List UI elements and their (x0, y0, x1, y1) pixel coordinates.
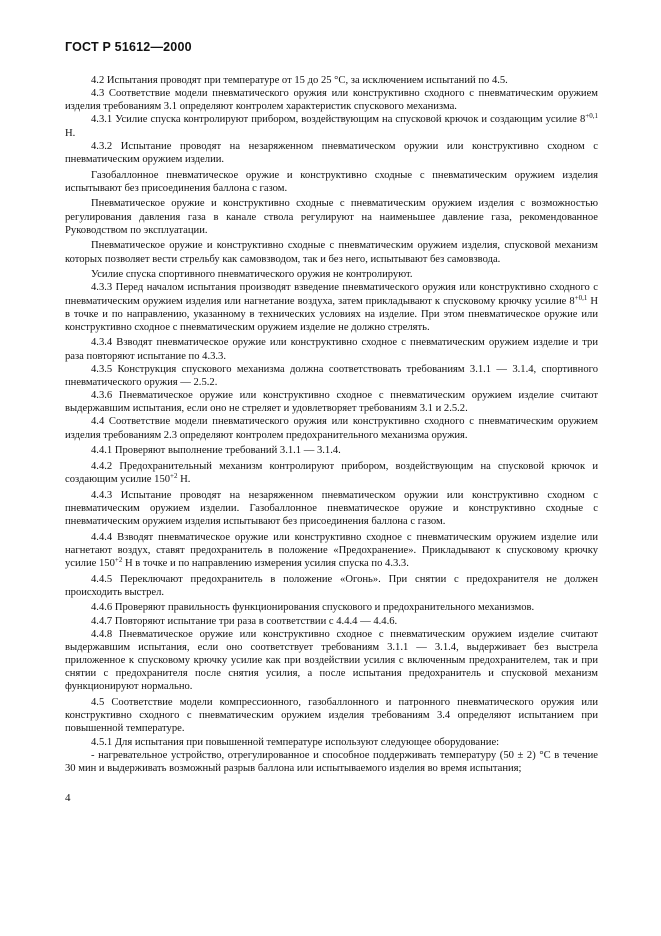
paragraph: 4.4.2 Предохранительный механизм контролируют прибором, воздействующим на спусковой крючок и создающим усилие $150^{+2}$ Н. (65, 460, 598, 486)
paragraph: 4.4.4 Взводят пневматическое оружие или конструктивно сходное с пневматическим оружием изделие или нагнетают воздух, ставят предохранитель в положение «Предохранение». Прикладывают к спусковому крючку усилие $150^{+2}$ Н в точке и по направлению измерения усилия спуска по 4.3.3. (65, 531, 598, 569)
paragraph: 4.3.2 Испытание проводят на незаряженном пневматическом оружии или конструктивно сходном с пневматическим оружием изделии. (65, 140, 598, 165)
paragraph: - нагревательное устройство, отрегулированное и способное поддерживать температуру (50 ± 2) °С в течение 30 мин и выдерживать возможный разрыв баллона или испытываемого изделия во время испытания; (65, 749, 598, 774)
paragraph: Усилие спуска спортивного пневматического оружия не контролируют. (91, 269, 413, 281)
document-body (65, 74, 598, 775)
paragraph: 4.4.7 Повторяют испытание три раза в соответствии с 4.4.4 — 4.4.6. (91, 615, 398, 627)
paragraph: Газобаллонное пневматическое оружие и конструктивно сходные с пневматическим оружием изделия испытывают без присоединения баллона с газом. (65, 169, 598, 194)
paragraph: 4.3.3 Перед началом испытания производят взведение пневматического оружия или конструктивно сходного с пневматическим оружием изделия или нагнетание воздуха, затем прикладывают к спусковому крючку усилие $8^{+0,1}$ Н в точке и по направлению, указанному в технических условиях на изделие. При этом пневматическое оружие или конструктивно сходное с пневматическим оружием изделие не должно стрелять. (65, 282, 598, 333)
paragraph: 4.4.5 Переключают предохранитель в положение «Огонь». При снятии с предохранителя не должен происходить выстрел. (65, 573, 598, 598)
paragraph: 4.3.6 Пневматическое оружие или конструктивно сходное с пневматическим оружием изделие считают выдержавшим испытания, если оно не стреляет и удовлетворяет требованиям 3.1 и 2.5.2. (65, 390, 598, 415)
paragraph: 4.2 Испытания проводят при температуре от 15 до 25 °С, за исключением испытаний по 4.5. (91, 75, 508, 86)
paragraph: 4.4.3 Испытание проводят на незаряженном пневматическом оружии или конструктивно сходном с пневматическим оружием изделии. Газобаллонное пневматическое оружие и конструктивно сходные с пневматическим оружием изделия испытывают без присоединения баллона с газом. (65, 489, 598, 527)
document-header: ГОСТ Р 51612—2000 (65, 40, 192, 54)
paragraph: 4.3.4 Взводят пневматическое оружие или конструктивно сходное с пневматическим оружием изделие и три раза повторяют испытание по 4.3.3. (65, 337, 598, 362)
paragraph: 4.3 Соответствие модели пневматического оружия или конструктивно сходного с пневматическим оружием изделия требованиям 3.1 определяют контролем характеристик спускового механизма. (65, 88, 598, 113)
superscript: +0,1 (574, 293, 588, 302)
paragraph: 4.4.6 Проверяют правильность функционирования спускового и предохранительного механизмов. (91, 602, 535, 614)
paragraph: 4.5.1 Для испытания при повышенной температуре используют следующее оборудование: (91, 736, 500, 748)
superscript: +0,1 (585, 112, 598, 121)
paragraph: 4.4.1 Проверяют выполнение требований 3.1.1 — 3.1.4. (91, 445, 341, 457)
paragraph: 4.4 Соответствие модели пневматического оружия или конструктивно сходного с пневматическим оружием изделия требованиям 2.3 определяют контролем предохранительного механизма оружия. (65, 416, 598, 441)
paragraph: 4.3.1 Усилие спуска контролируют прибором, воздействующим на спусковой крючок и создающим усилие $8^{+0,1}$ Н. (65, 112, 598, 139)
paragraph: Пневматическое оружие и конструктивно сходные с пневматическим оружием изделия, спусковой механизм которых позволяет вести стрельбу как самовзводом, так и без него, испытывают без самовзвода. (65, 240, 598, 265)
superscript: +2 (114, 555, 123, 564)
paragraph: 4.4.8 Пневматическое оружие или конструктивно сходное с пневматическим оружием изделие считают выдержавшим испытания, если оно соответствует требованиям 3.1.1 — 3.1.4, выдерживает без выстрела приложенное к спусковому крючку усилие как при воздействии усилия с включенным предохранителем, так и при снятии с предохранителя после снятия усилия, а после испытания предохранитель и спусковой механизм функционируют нормально. (65, 628, 598, 693)
superscript: +2 (170, 472, 178, 481)
page-number: 4 (65, 792, 71, 804)
paragraph: Пневматическое оружие и конструктивно сходные с пневматическим оружием изделия с возможностью регулирования давления газа в канале ствола регулируют на наименьшее давление газа, рекомендованное Руководством по эксплуатации. (65, 198, 598, 236)
paragraph: 4.5 Соответствие модели компрессионного, газобаллонного и патронного пневматического оружия или конструктивно сходного с пневматическим оружием изделия требованиям 3.4 определяют испытанием при повышенной температуре. (65, 697, 598, 735)
paragraph: 4.3.5 Конструкция спускового механизма должна соответствовать требованиям 3.1.1 — 3.1.4, спортивного пневматического оружия — 2.5.2. (65, 363, 598, 388)
